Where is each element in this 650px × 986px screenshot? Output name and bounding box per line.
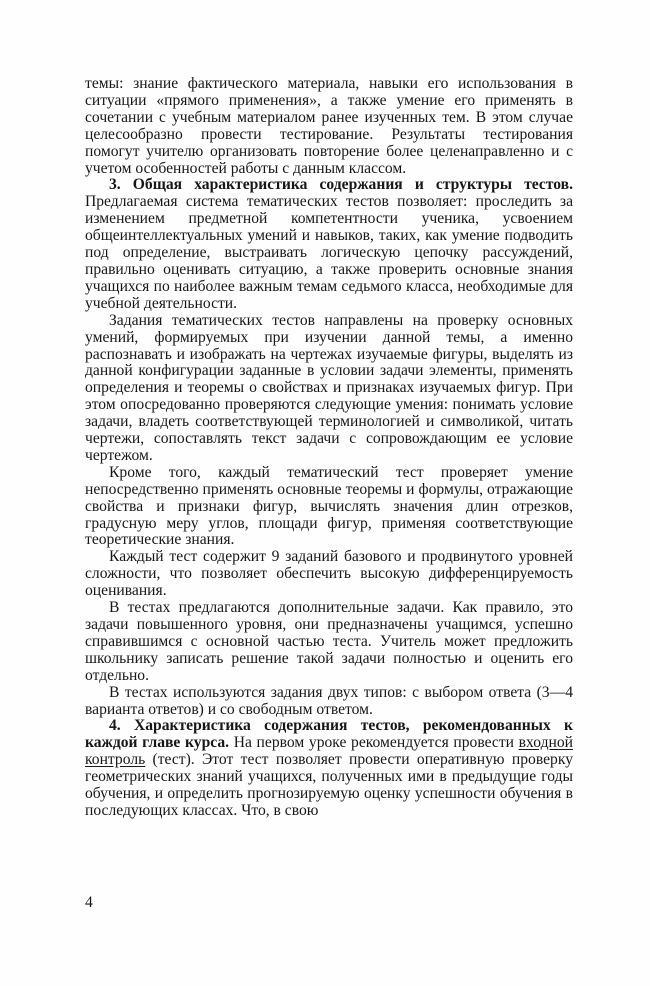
paragraph [85,718,573,819]
text-segment: Кроме того, каждый тематический тест проверяет умение непосредственно применять основные теоремы и формулы, отражающие свойства и признаки фигур, вычислять значения длин отрезков, градусную меру углов, площади фигур, применяя соответствующие теоретические знания. [85,463,573,549]
paragraph-lead-bold: 3. Общая характеристика содержания и структуры тестов. [109,176,573,194]
text-segment: Предлагаемая система тематических тестов позволяет: проследить за изменением предметной компетентности ученика, усвоением общеинтеллектуальных умений и навыков, таких, как умение подводить под определение, выстраивать логическую цепочку рассуждений, правильно оценивать ситуацию, а также проверить основные знания учащихся по наиболее важным темам седьмого класса, необходимые для учебной деятельности. [85,193,573,312]
paragraph-lead-bold: 4. Характеристика содержания тестов, рекомендованных к каждой главе курса. [85,717,573,752]
text-segment: В тестах предлагаются дополнительные задачи. Как правило, это задачи повышенного уровня, они предназначены учащимся, успешно справившимся с основной частью теста. Учитель может предложить школьнику записать решение такой задачи полностью и оценить его отдельно. [85,599,573,684]
text-segment: (тест). Этот тест позволяет провести оперативную проверку геометрических знаний учащихся, полученных ими в предыдущие годы обучения, и определить прогнозируемую оценку успешности обучения в последующих классах. Что, в свою [85,751,573,819]
text-segment: Каждый тест содержит 9 заданий базового и продвинутого уровней сложности, что позволяет обеспечить высокую дифференцируемость оценивания. [85,548,573,600]
paragraph [85,685,573,719]
paragraph [85,313,573,465]
page-number: 4 [85,894,93,911]
text-segment: темы: знание фактического материала, навыки его использования в ситуации «прямого применения», а также умение его применять в сочетании с учебным материалом ранее изученных тем. В этом случае целесообразно провести тестирование. Результаты тестирования помогут учителю организовать повторение более целенаправленно и с учетом особенностей работы с данным классом. [85,75,573,177]
paragraph [85,465,573,550]
text-segment: Задания тематических тестов направлены на проверку основных умений, формируемых при изучении данной темы, а именно распознавать и изображать на чертежах изучаемые фигуры, выделять из данной конфигурации заданные в условии задачи элементы, применять определения и теоремы о свойствах и признаках изучаемых фигур. При этом опосредованно проверяются следующие умения: понимать условие задачи, владеть соответствующей терминологией и символикой, читать чертежи, сопоставлять текст задачи с сопровождающим ее условие чертежом. [85,311,573,464]
text-segment: На первом уроке рекомендуется провести [229,734,519,752]
underlined-term: входной контроль [85,734,573,769]
paragraph [85,600,573,685]
paragraph [85,76,573,177]
text-block [85,76,573,820]
text-segment: В тестах используются задания двух типов: с выбором ответа (3—4 варианта ответов) и со свободным ответом. [85,683,573,718]
paragraph [85,549,573,600]
paragraph [85,177,573,312]
